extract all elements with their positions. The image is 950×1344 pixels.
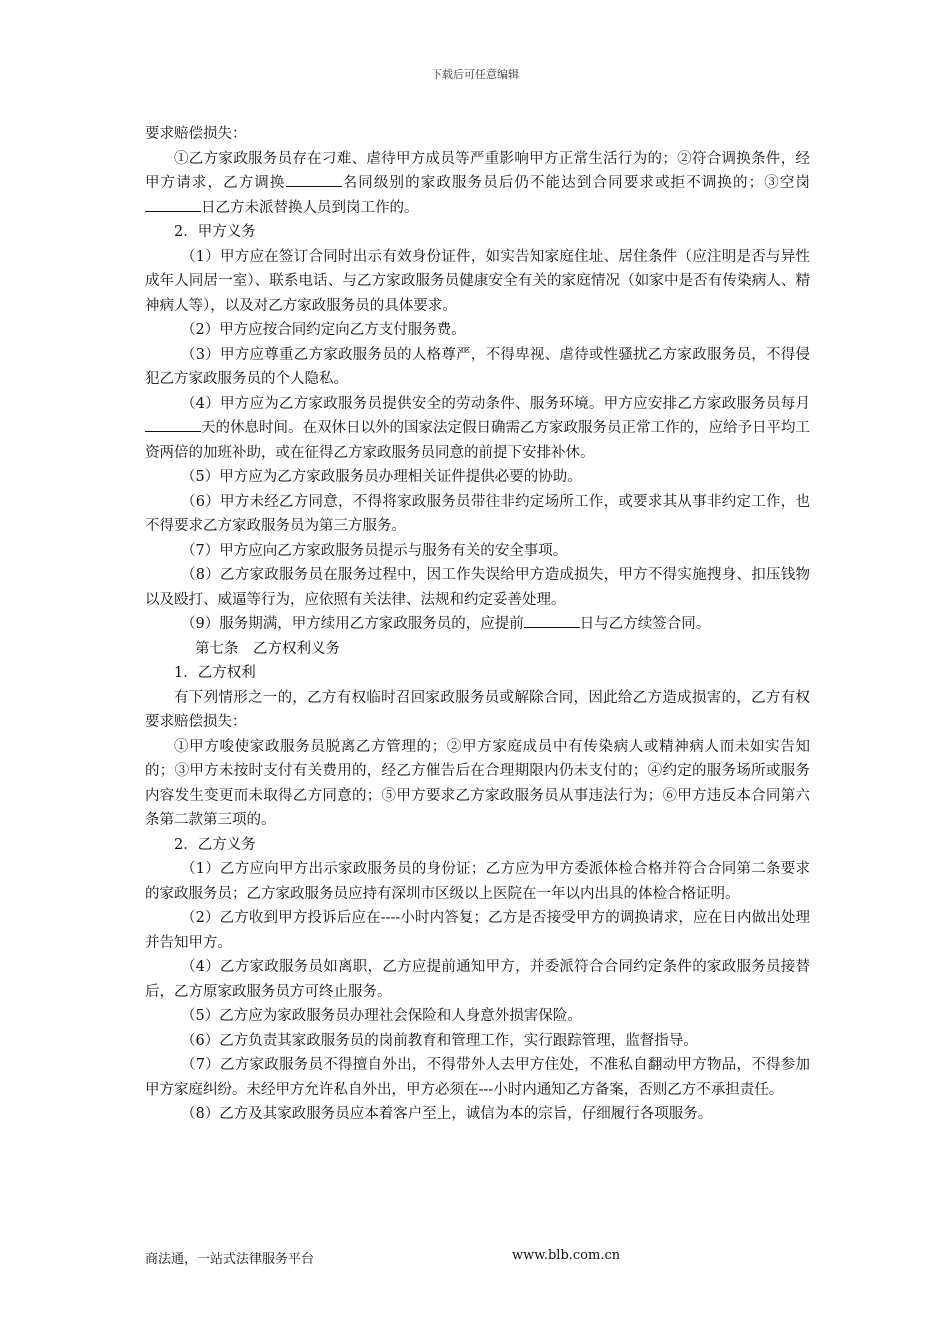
paragraph-text: 日乙方未派替换人员到岗工作的。 [201, 199, 419, 216]
paragraph: （1）乙方应向甲方出示家政服务员的身份证；乙方应为甲方委派体检合格并符合合同第二条要求的家政服务员；乙方家政服务员应持有深圳市区级以上医院在一年以内出具的体检合格证明。 [145, 861, 810, 902]
paragraph-text: 名同级别的家政服务员后仍不能达到合同要求或拒不调换的；③空岗 [341, 175, 811, 191]
paragraph: （3）甲方应尊重乙方家政服务员的人格尊严，不得卑视、虐待或性骚扰乙方家政服务员，不得侵犯乙方家政服务员的个人隐私。 [145, 346, 810, 387]
paragraph-text: 日与乙方续签合同。 [579, 616, 711, 632]
paragraph: （6）甲方未经乙方同意，不得将家政服务员带往非约定场所工作，或要求其从事非约定工作，也不得要求乙方家政服务员为第三方服务。 [145, 493, 810, 534]
section-heading: 2．乙方义务 [174, 836, 256, 853]
paragraph [145, 612, 810, 637]
blank-line [145, 417, 201, 432]
document-body [145, 122, 810, 1127]
blank-line [524, 613, 580, 628]
paragraph: （2）甲方应按合同约定向乙方支付服务费。 [181, 322, 466, 338]
paragraph: 有下列情形之一的，乙方有权临时召回家政服务员或解除合同，因此给乙方造成损害的，乙方有权要求赔偿损失： [145, 689, 810, 730]
paragraph: （1）甲方应在签订合同时出示有效身份证件，如实告知家庭住址、居住条件（应注明是否与异性成年人同居一室）、联系电话、与乙方家政服务员健康安全有关的家庭情况（如家中是否有传染病人、精神病人等），以及对乙方家政服务员的具体要求。 [145, 248, 810, 314]
paragraph: （8）乙方家政服务员在服务过程中，因工作失误给甲方造成损失，甲方不得实施搜身、扣压钱物以及殴打、威逼等行为，应依照有关法律、法规和约定妥善处理。 [145, 567, 810, 608]
section-heading: 2．甲方义务 [174, 224, 256, 240]
paragraph: （4）乙方家政服务员如离职，乙方应提前通知甲方，并委派符合合同约定条件的家政服务员接替后，乙方原家政服务员方可终止服务。 [145, 959, 810, 1000]
blank-line [286, 172, 342, 187]
paragraph-text: 天的休息时间。在双休日以外的国家法定假日确需乙方家政服务员正常工作的，应给予日平均工资两倍的加班补助，或在征得乙方家政服务员同意的前提下安排补休。 [145, 420, 810, 461]
paragraph: （5）乙方应为家政服务员办理社会保险和人身意外损害保险。 [181, 1008, 582, 1024]
page-header: 下载后可任意编辑 [431, 68, 519, 81]
paragraph: （8）乙方及其家政服务员应本着客户至上，诚信为本的宗旨，仔细履行各项服务。 [181, 1106, 713, 1122]
footer-left-text: 商法通，一站式法律服务平台 [145, 1252, 315, 1267]
paragraph: （5）甲方应为乙方家政服务员办理相关证件提供必要的协助。 [181, 469, 582, 485]
paragraph: （6）乙方负责其家政服务员的岗前教育和管理工作，实行跟踪管理，监督指导。 [181, 1032, 698, 1049]
paragraph-text: （4）甲方应为乙方家政服务员提供安全的劳动条件、服务环境。甲方应安排乙方家政服务员每月 [181, 395, 810, 412]
article-heading: 第七条 乙方权利义务 [195, 640, 340, 657]
paragraph: ①甲方唆使家政服务员脱离乙方管理的；②甲方家庭成员中有传染病人或精神病人而未如实告知的；③甲方未按时支付有关费用的，经乙方催告后在合理期限内仍未支付的；④约定的服务场所或服务内容发生变更而未取得乙方同意的；⑤甲方要求乙方家政服务员从事违法行为；⑥甲方违反本合同第六条第二款第三项的。 [145, 738, 810, 828]
paragraph-text: （9）服务期满，甲方续用乙方家政服务员的，应提前 [181, 616, 524, 632]
paragraph [145, 147, 810, 221]
paragraph-text: ①乙方家政服务员存在刁难、虐待甲方成员等严重影响甲方正常生活行为的；②符合调换条件，经甲方请求，乙方调换 [145, 150, 810, 191]
paragraph: （7）乙方家政服务员不得擅自外出，不得带外人去甲方住处，不准私自翻动甲方物品，不得参加甲方家庭纠纷。未经甲方允许私自外出，甲方必须在---小时内通知乙方备案，否则乙方不承担责任。 [145, 1057, 810, 1098]
paragraph [145, 392, 810, 466]
paragraph: 要求赔偿损失： [145, 126, 247, 142]
paragraph: （7）甲方应向乙方家政服务员提示与服务有关的安全事项。 [181, 542, 568, 559]
paragraph: （2）乙方收到甲方投诉后应在----小时内答复；乙方是否接受甲方的调换请求，应在日内做出处理并告知甲方。 [145, 910, 810, 951]
blank-line [145, 197, 201, 212]
section-heading: 1．乙方权利 [174, 665, 256, 681]
footer-website-link[interactable]: www.blb.com.cn [512, 1248, 621, 1263]
